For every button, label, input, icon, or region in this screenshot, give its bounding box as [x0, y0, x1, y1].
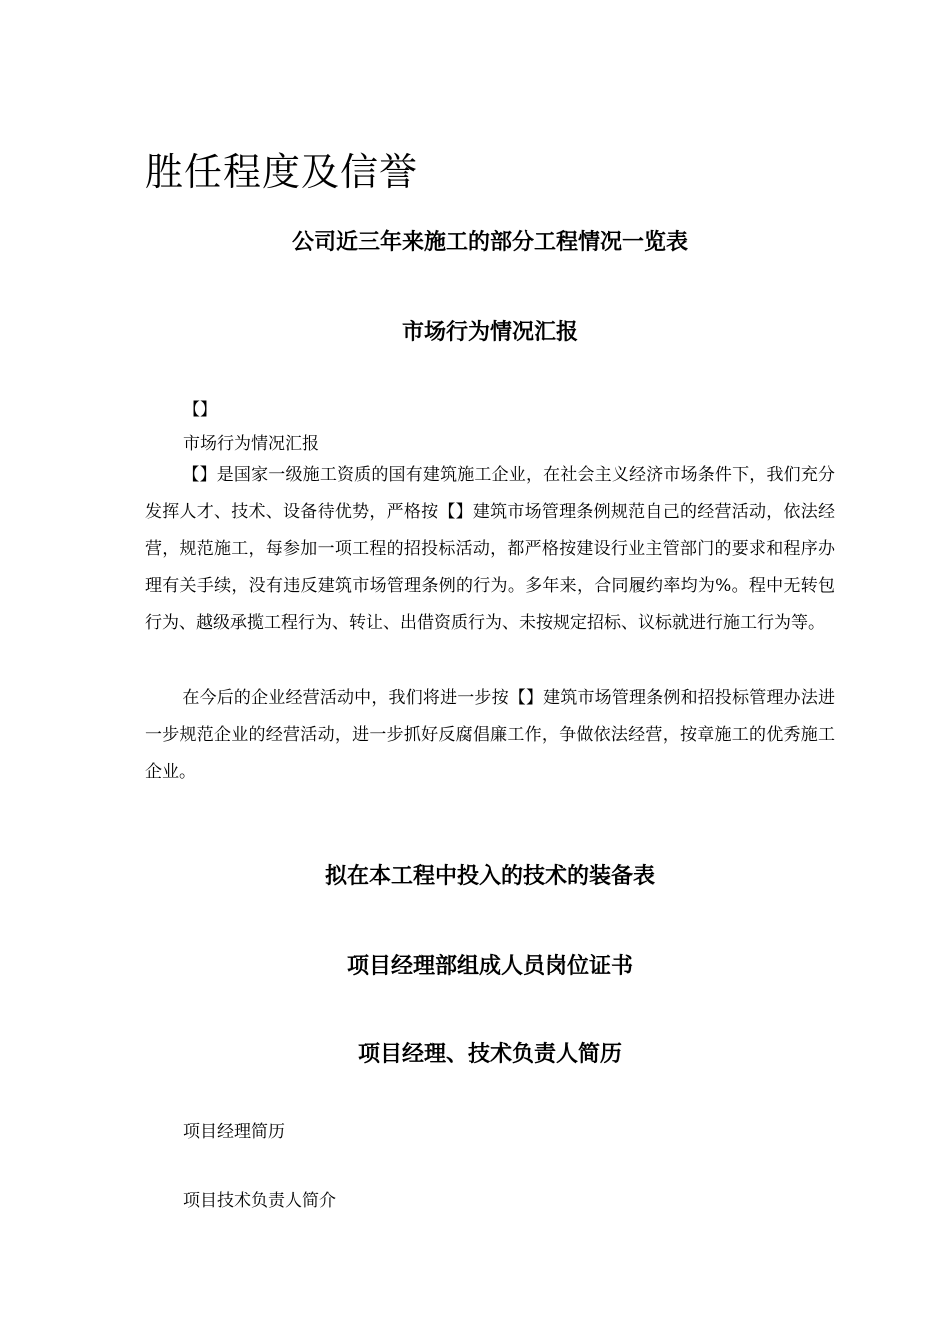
section-title-market-behavior: 市场行为情况汇报 — [401, 320, 578, 345]
section-title-resumes: 项目经理、技术负责人简历 — [357, 1042, 622, 1067]
section-title-equipment-table: 拟在本工程中投入的技术的装备表 — [324, 864, 655, 889]
future-commitment-paragraph: 在今后的企业经营活动中，我们将进一步按【】建筑市场管理条例和招投标管理办法进一步规范企业的经营活动，进一步抓好反腐倡廉工作，争做依法经营，按章施工的优秀施工企业。 — [145, 688, 835, 782]
main-title: 胜任程度及信誉 — [145, 150, 419, 194]
market-behavior-paragraph: 【】是国家一级施工资质的国有建筑施工企业，在社会主义经济市场条件下，我们充分发挥人才、技术、设备待优势，严格按【】建筑市场管理条例规范自己的经营活动，依法经营，规范施工，每参加一项工程的招投标活动，都严格按建设行业主管部门的要求和程序办理有关手续，没有违反建筑市场管理条例的行为。多年来，合同履约率均为%。程中无转包行为、越级承揽工程行为、转让、出借资质行为、未按规定招标、议标就进行施工行为等。 — [145, 465, 835, 633]
company-name-placeholder: 【】 — [183, 400, 217, 420]
pm-resume-label: 项目经理简历 — [183, 1122, 285, 1142]
section-title-certificates: 项目经理部组成人员岗位证书 — [346, 954, 633, 979]
section-title-projects-list: 公司近三年来施工的部分工程情况一览表 — [291, 230, 688, 255]
tech-lead-intro-label: 项目技术负责人简介 — [183, 1191, 336, 1211]
report-label: 市场行为情况汇报 — [183, 434, 319, 454]
